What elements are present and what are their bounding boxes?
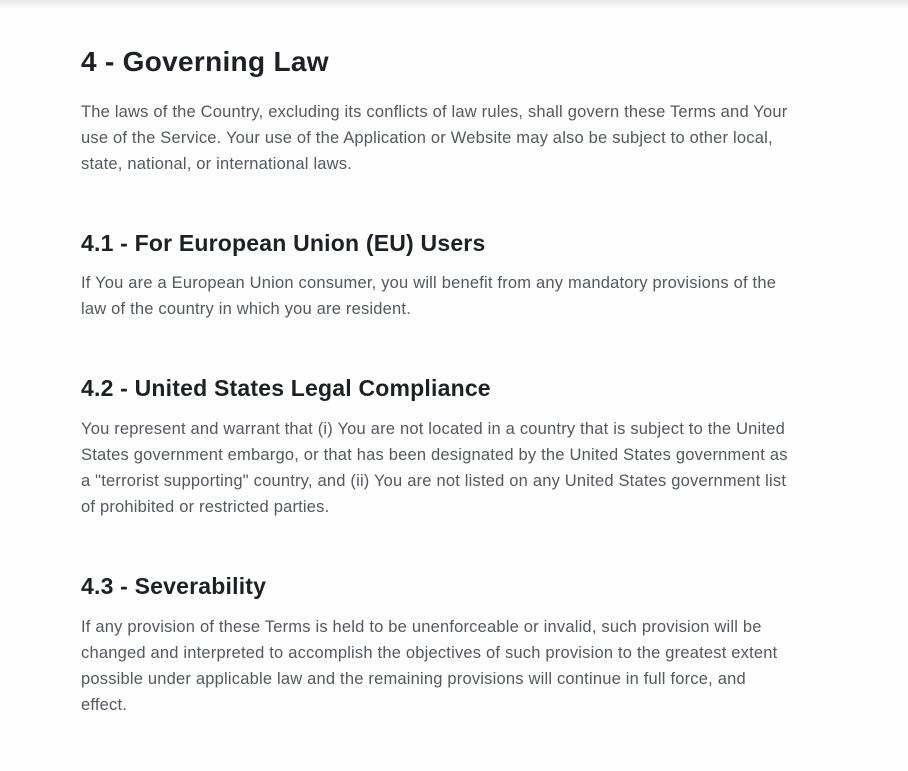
subsection-heading-severability: 4.3 - Severability <box>81 573 267 600</box>
subsection-heading-eu-users: 4.1 - For European Union (EU) Users <box>81 229 486 256</box>
severability-paragraph: If any provision of these Terms is held to be unenforceable or invalid, such provision will be changed and interpreted to accomplish the objectives of such provision to the greatest extent possible under applicable law and the remaining provisions will continue in full force, and effect. <box>81 617 778 714</box>
subsection-us-legal-compliance <box>81 374 795 520</box>
subsection-severability <box>81 572 795 718</box>
subsection-eu-users <box>81 229 795 323</box>
governing-law-paragraph: The laws of the Country, excluding its conflicts of law rules, shall govern these Terms and Your use of the Service. Your use of the Application or Website may also be subject to other local, state, national, or international laws. <box>81 102 788 173</box>
top-shadow-divider <box>0 0 908 9</box>
subsection-heading-us-legal-compliance: 4.2 - United States Legal Compliance <box>81 375 491 402</box>
terms-content <box>0 9 795 718</box>
section-heading-governing-law: 4 - Governing Law <box>81 46 329 77</box>
eu-users-paragraph: If You are a European Union consumer, you will benefit from any mandatory provisions of the law of the country in which you are resident. <box>81 274 777 319</box>
us-legal-compliance-paragraph: You represent and warrant that (i) You are not located in a country that is subject to the United States government embargo, or that has been designated by the United States government as a "terrorist supporting" country, and (ii) You are not listed on any United States government list of prohibited or restricted parties. <box>81 420 788 517</box>
